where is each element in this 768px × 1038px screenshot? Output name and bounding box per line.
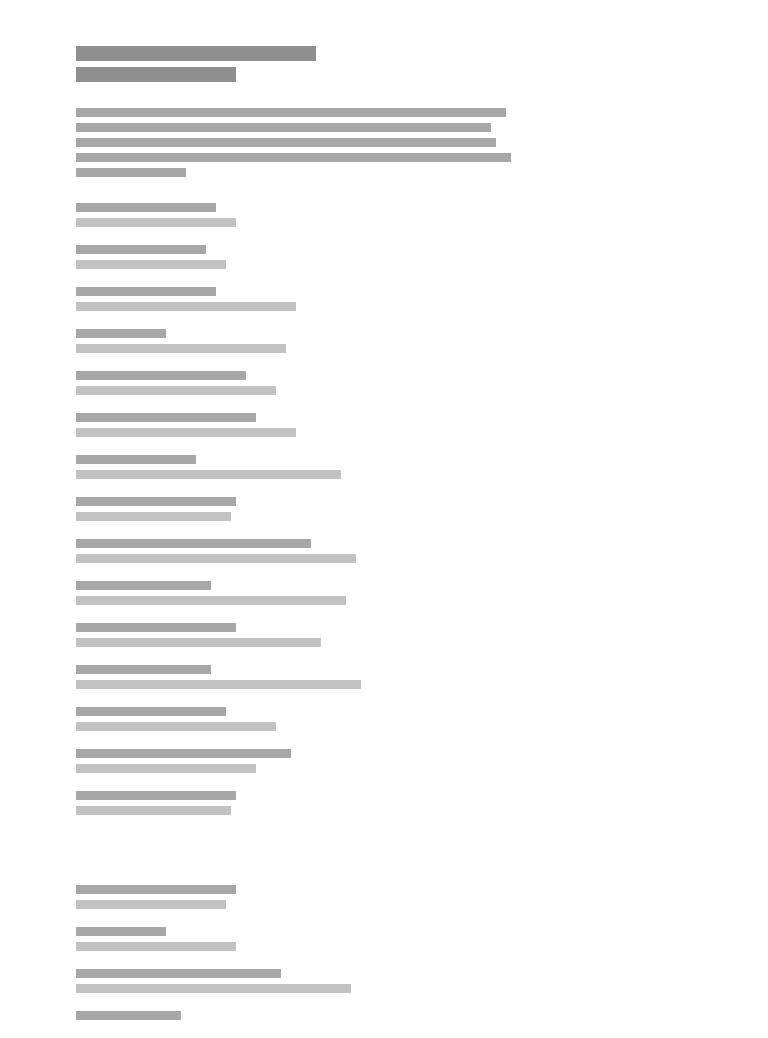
question-item: [76, 539, 676, 563]
question-options: [76, 984, 351, 993]
question-item: [76, 497, 676, 521]
question-stem: [76, 885, 236, 894]
instructions-block: [76, 108, 676, 177]
document-heading: [76, 67, 236, 82]
question-item: [76, 287, 676, 311]
instructions-line: [76, 168, 186, 177]
question-item: [76, 749, 676, 773]
question-stem: [76, 287, 216, 296]
question-stem: [76, 539, 311, 548]
question-item: [76, 665, 676, 689]
question-item: [76, 623, 676, 647]
question-item: [76, 969, 676, 993]
question-options: [76, 806, 231, 815]
question-stem: [76, 791, 236, 800]
question-stem: [76, 623, 236, 632]
question-options: [76, 260, 226, 269]
question-options: [76, 638, 321, 647]
question-options: [76, 512, 231, 521]
question-item: [76, 203, 676, 227]
question-stem: [76, 371, 246, 380]
question-stem: [76, 203, 216, 212]
question-stem: [76, 665, 211, 674]
question-stem: [76, 707, 226, 716]
document-title: [76, 46, 316, 61]
question-options: [76, 386, 276, 395]
instructions-line: [76, 138, 496, 147]
question-stem: [76, 1011, 181, 1020]
question-stem: [76, 969, 281, 978]
document-page: [76, 46, 676, 1038]
instructions-line: [76, 123, 491, 132]
question-options: [76, 722, 276, 731]
question-stem: [76, 455, 196, 464]
question-options: [76, 554, 356, 563]
question-stem: [76, 413, 256, 422]
question-options: [76, 470, 341, 479]
question-item: [76, 371, 676, 395]
question-options: [76, 596, 346, 605]
question-stem: [76, 329, 166, 338]
question-item: [76, 927, 676, 951]
question-stem: [76, 927, 166, 936]
question-stem: [76, 245, 206, 254]
question-item: [76, 581, 676, 605]
question-item: [76, 1011, 676, 1020]
question-item: [76, 791, 676, 815]
page-gap: [76, 833, 676, 885]
question-list: [76, 203, 676, 1020]
question-item: [76, 455, 676, 479]
question-options: [76, 900, 226, 909]
question-options: [76, 764, 256, 773]
question-item: [76, 413, 676, 437]
question-stem: [76, 497, 236, 506]
question-options: [76, 428, 296, 437]
question-stem: [76, 749, 291, 758]
instructions-line: [76, 108, 506, 117]
question-options: [76, 344, 286, 353]
question-item: [76, 329, 676, 353]
question-options: [76, 942, 236, 951]
question-stem: [76, 581, 211, 590]
question-item: [76, 885, 676, 909]
instructions-line: [76, 153, 511, 162]
question-options: [76, 680, 361, 689]
question-item: [76, 707, 676, 731]
question-options: [76, 218, 236, 227]
question-item: [76, 245, 676, 269]
question-options: [76, 302, 296, 311]
